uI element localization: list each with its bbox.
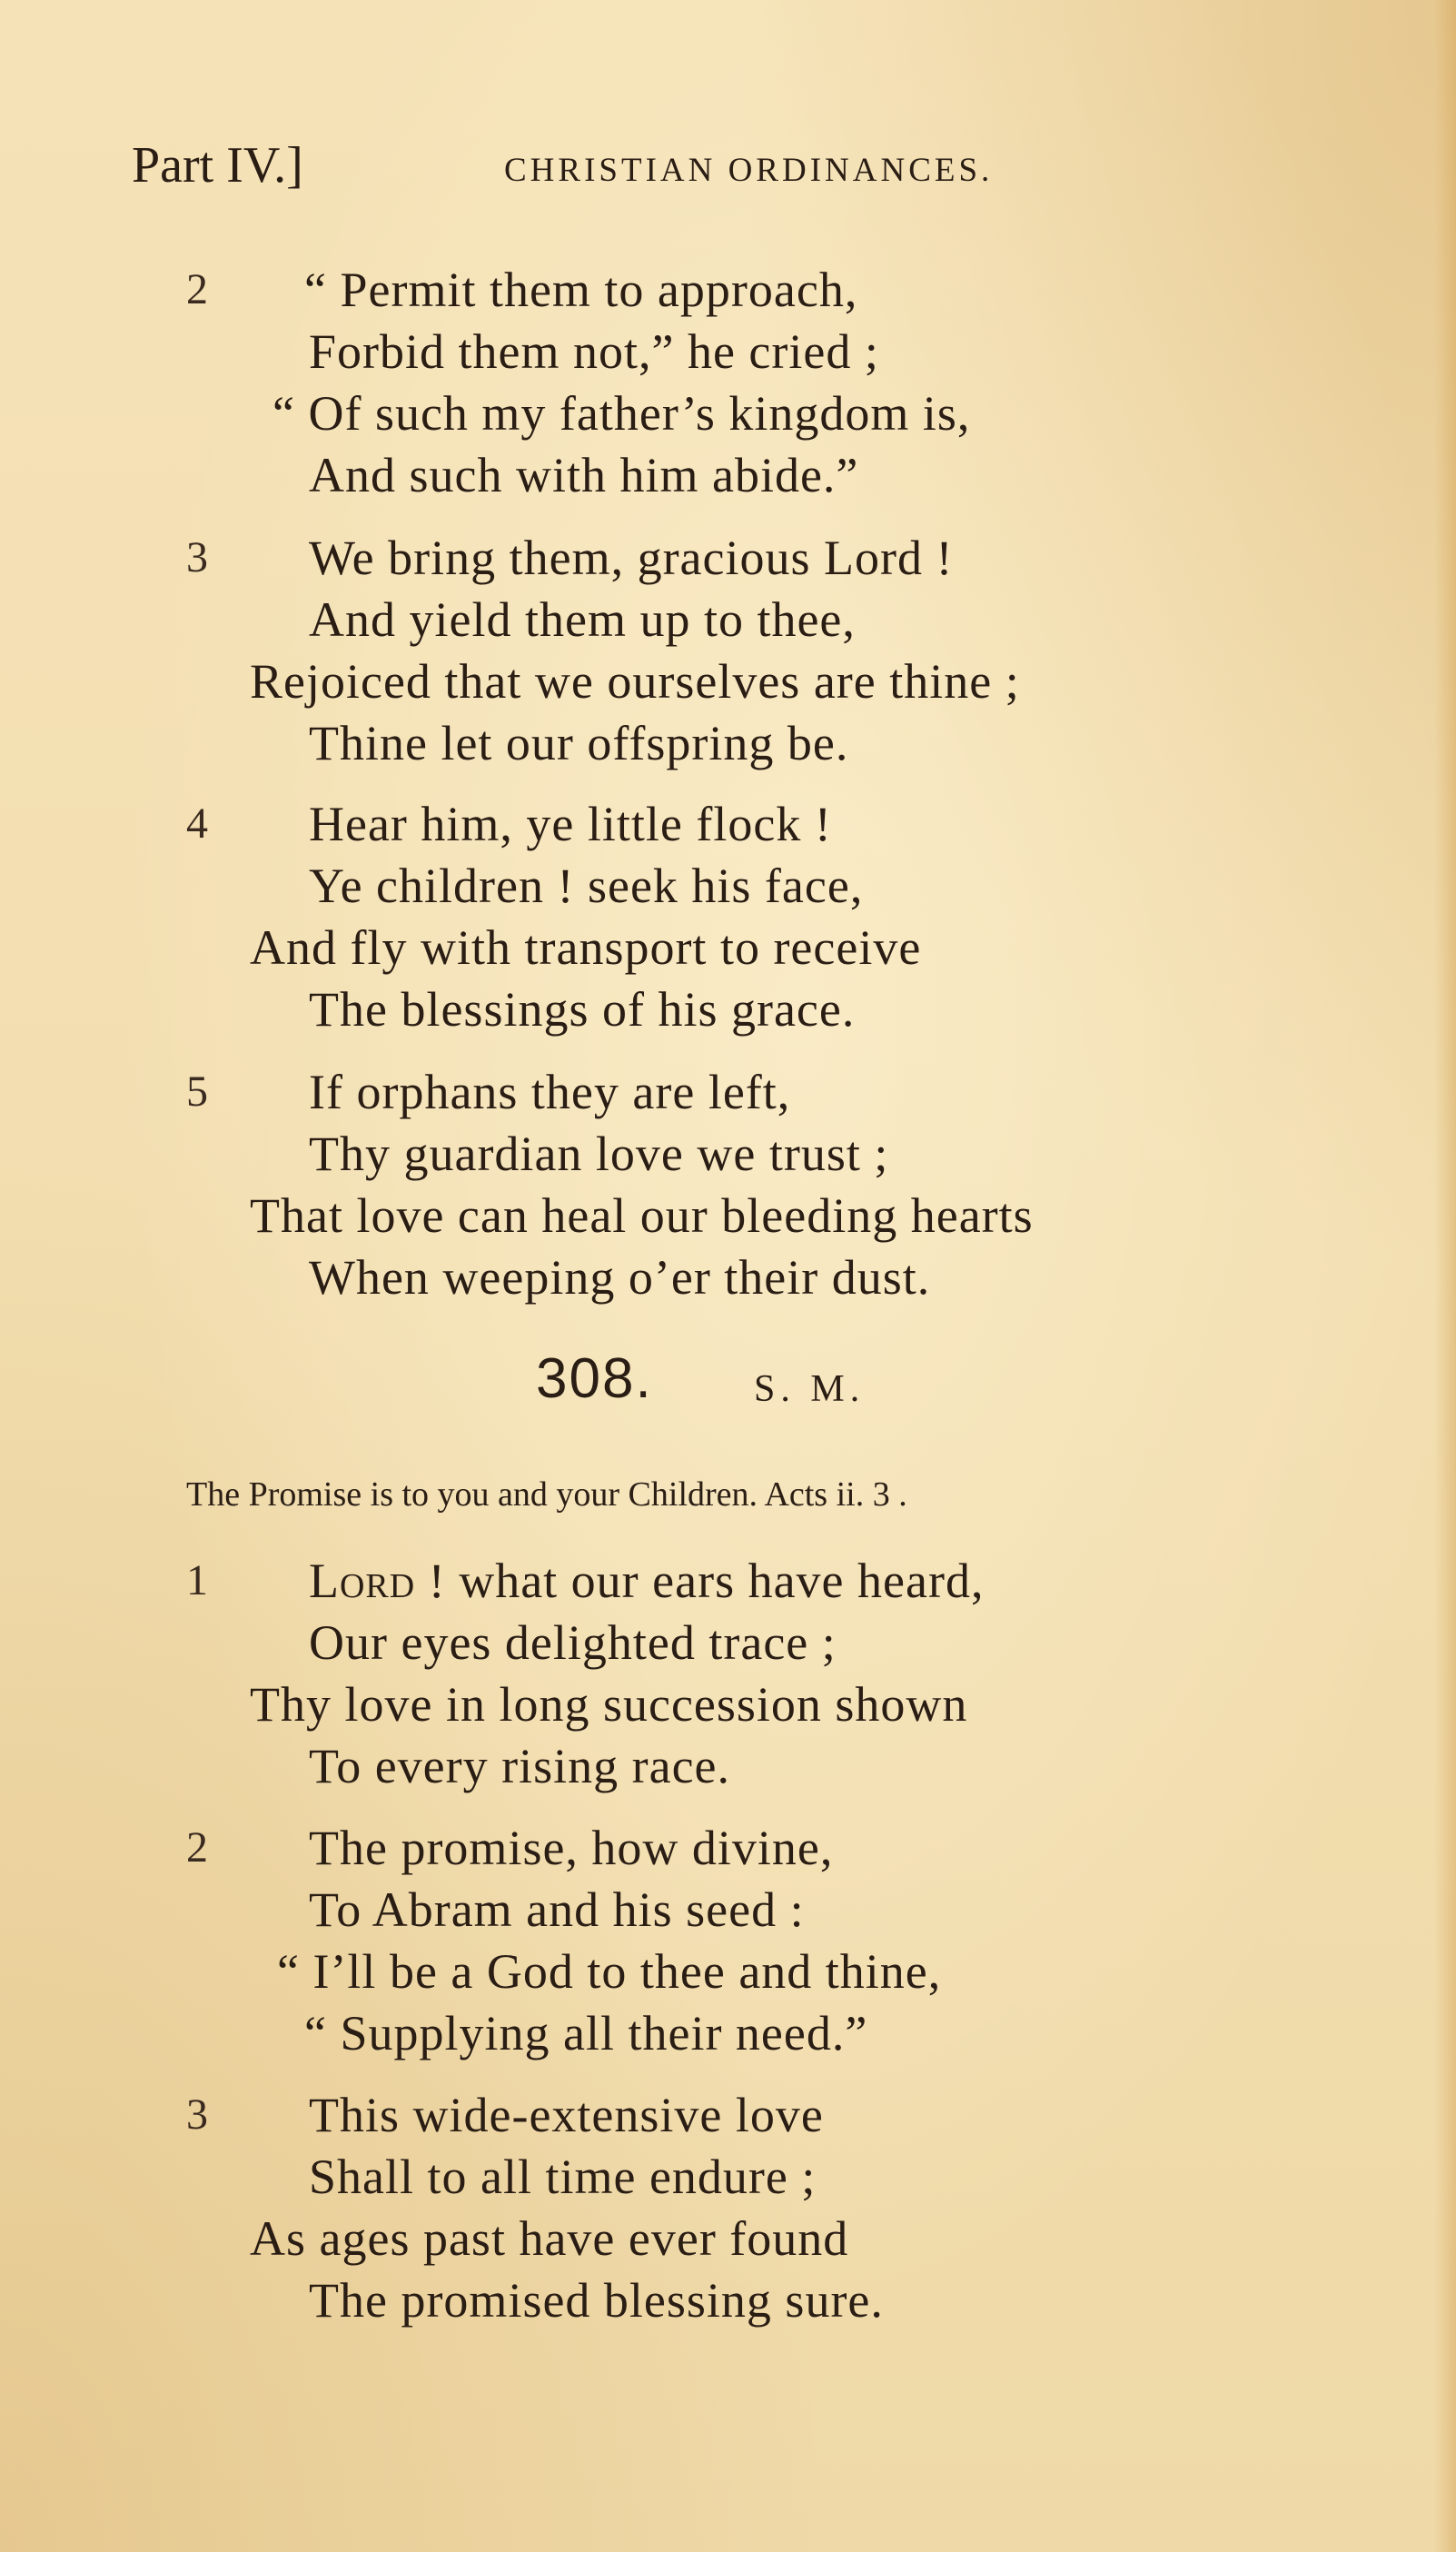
verse-line-rest: ! what our ears have heard, [415, 1554, 985, 1608]
stanza-number: 2 [186, 1823, 208, 1872]
verse-line: We bring them, gracious Lord ! [309, 531, 954, 585]
verse-line: “ Of such my father’s kingdom is, [272, 386, 971, 441]
verse-line: And yield them up to thee, [309, 592, 856, 647]
verse-first-word: Lord [309, 1554, 416, 1608]
verse-line: If orphans they are left, [309, 1065, 791, 1119]
verse-line: That love can heal our bleeding hearts [250, 1188, 1034, 1243]
stanza-number: 3 [186, 533, 208, 581]
stanza-number: 3 [186, 2090, 208, 2139]
verse-line: As ages past have ever found [250, 2211, 849, 2266]
stanza-number: 5 [186, 1067, 208, 1116]
verse-line: To every rising race. [309, 1739, 731, 1793]
verse-line: Our eyes delighted trace ; [309, 1615, 837, 1670]
verse-line: Forbid them not,” he cried ; [309, 324, 879, 379]
verse-line: Thy love in long succession shown [250, 1677, 968, 1732]
verse-line: The promise, how divine, [309, 1821, 834, 1875]
verse-line: The promised blessing sure. [309, 2273, 884, 2328]
stanza-number: 4 [186, 799, 208, 848]
verse-line: This wide-extensive love [309, 2088, 824, 2142]
verse-line [309, 1550, 984, 1612]
verse-line: Thine let our offspring be. [309, 716, 849, 770]
verse-line: Shall to all time endure ; [309, 2150, 817, 2204]
verse-line: To Abram and his seed : [309, 1882, 805, 1937]
verse-line: And such with him abide.” [309, 448, 859, 502]
verse-line: “ Supplying all their need.” [304, 2006, 868, 2060]
verse-line: And fly with transport to receive [250, 920, 922, 975]
verse-line: Hear him, ye little flock ! [309, 797, 832, 851]
verse-line: The blessings of his grace. [309, 982, 856, 1037]
hymn-subtitle: The Promise is to you and your Children. Acts ii. 3 . [186, 1475, 907, 1514]
verse-line: Ye children ! seek his face, [309, 859, 864, 913]
verse-line: Rejoiced that we ourselves are thine ; [250, 654, 1020, 709]
hymn-number: 308. [536, 1347, 653, 1410]
verse-line: “ I’ll be a God to thee and thine, [277, 1944, 942, 1999]
verse-line: When weeping o’er their dust. [309, 1250, 931, 1305]
verse-line: “ Permit them to approach, [304, 263, 858, 317]
stanza-number: 2 [186, 265, 208, 313]
part-label: Part IV.] [132, 137, 303, 194]
verse-line: Thy guardian love we trust ; [309, 1127, 889, 1181]
section-title: CHRISTIAN ORDINANCES. [504, 152, 994, 189]
stanza-number: 1 [186, 1556, 208, 1604]
hymn-meter: S. M. [754, 1368, 866, 1410]
